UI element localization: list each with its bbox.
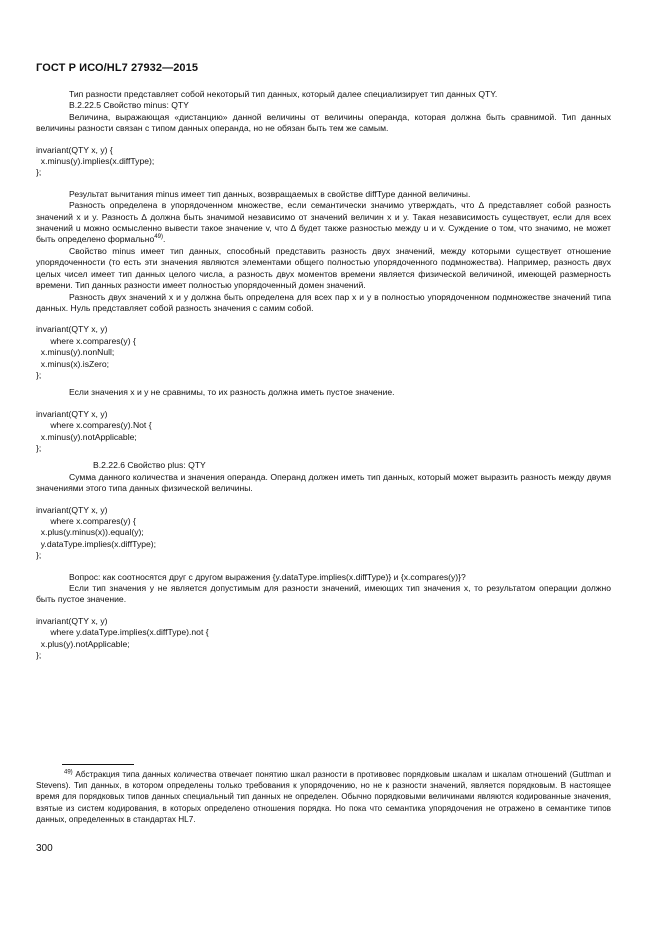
code-block [36, 324, 611, 381]
code-line: }; [36, 550, 42, 561]
paragraph: Свойство minus имеет тип данных, способный представить разность двух значений, между которыми существует отношение упорядоченности (то есть эти значения являются элементами общего полностью упорядоченного подмножества). Например, разность двух целых чисел имеет тип данных целого числа, а разность двух моментов времени является физической величиной, имеющей размерность времени. Тип данных разности имеет полностью упорядоченный домен значений. [36, 245, 611, 291]
code-line: invariant(QTY x, y) { [36, 144, 113, 155]
code-line: invariant(QTY x, y) [36, 324, 108, 335]
page-number: 300 [36, 843, 53, 854]
code-line: x.minus(y).notApplicable; [36, 431, 137, 442]
code-line: x.minus(x).isZero; [36, 358, 110, 369]
code-line: where x.compares(y) { [36, 335, 136, 346]
code-line: }; [36, 650, 42, 661]
code-line: }; [36, 167, 42, 178]
document-header: ГОСТ Р ИСО/HL7 27932—2015 [36, 62, 199, 74]
paragraph: Сумма данного количества и значения операнда. Операнд должен иметь тип данных, который может выразить разность между двумя значениями этого типа данных физической величины. [36, 471, 611, 494]
section-heading: B.2.22.5 Свойство minus: QTY [69, 100, 189, 111]
code-line: where x.compares(y).Not { [36, 420, 152, 431]
code-line: invariant(QTY x, y) [36, 504, 108, 515]
main-content [36, 89, 611, 661]
paragraph: Если значения x и y не сравнимы, то их разность должна иметь пустое значение. [69, 387, 395, 398]
code-line: invariant(QTY x, y) [36, 615, 108, 626]
code-line: where y.dataType.implies(x.diffType).not { [36, 627, 209, 638]
code-line: y.dataType.implies(x.diffType); [36, 538, 157, 549]
footnote-mark: 49) [64, 769, 73, 776]
code-block [36, 505, 611, 562]
code-block [36, 409, 611, 455]
footnote-reference: 49) [154, 234, 163, 241]
footnote-divider [62, 764, 134, 765]
code-line: where x.compares(y) { [36, 516, 136, 526]
code-line: x.minus(y).nonNull; [36, 347, 115, 358]
code-line: x.minus(y).implies(x.diffType); [36, 156, 155, 167]
code-block [36, 616, 611, 662]
paragraph: Вопрос: как соотносятся друг с другом выражения {y.dataType.implies(x.diffType)} и {x.compares(y)}? [69, 571, 466, 582]
code-block [36, 145, 611, 179]
paragraph-end: . [162, 234, 166, 245]
code-line: invariant(QTY x, y) [36, 408, 108, 419]
footnote-body: Абстракция типа данных количества отвечает понятию шкал разности в противовес порядковым шкалам и шкалам отношений (Guttman и Stevens). Тип данных, в котором определены только требования к упорядочению, но не к разности значений, является порядковым. В настоящее время для порядковых типов данных специальный тип данных не определен. Обычно порядковыми величинами являются кодированные значения, взятые из систем кодирования, в которых определено отношения порядка. Но пока что семантика упорядочения не отражено в семантике типов данных, определенных в стандартах HL7. [36, 770, 611, 824]
paragraph: Тип разности представляет собой некоторый тип данных, который далее специализирует тип данных QTY. [69, 89, 498, 99]
code-line: }; [36, 369, 42, 380]
paragraph: Если тип значения y не является допустимым для разности значений, имеющих тип значения x, то результатом операции должно быть пустое значение. [36, 583, 611, 605]
code-line: x.plus(y.minus(x)).equal(y); [36, 527, 144, 538]
code-line: x.plus(y).notApplicable; [36, 638, 130, 649]
paragraph: Величина, выражающая «дистанцию» данной величины от величины операнда, которая должна быть сравнимой. Тип данных величины разности связан с типом данных операнда, но не обязан быть тем же самым. [36, 111, 611, 134]
paragraph: Результат вычитания minus имеет тип данных, возвращаемых в свойстве diffType данной величины. [69, 188, 471, 199]
footnote [36, 769, 611, 825]
paragraph-text: Разность определена в упорядоченном множестве, если семантически значимо утверждать, что ∆ представляет собой разность значений x и y. Разность ∆ должна быть значимой независимо от значений величин x и y. Такая независимость существует, если для всех значений u можно осмысленно вывести такое значение v, что ∆ будет также разностью между u и v. Суждение о том, что значимо, не может быть определено формально [36, 200, 611, 245]
paragraph: Разность двух значений x и y должна быть определена для всех пар x и y в полностью упорядоченном подмножестве значений типа данных. Нуль представляет собой разность значения с самим собой. [36, 291, 611, 313]
paragraph [36, 200, 611, 246]
section-heading: B.2.22.6 Свойство plus: QTY [93, 460, 206, 471]
footnote-text [36, 769, 611, 825]
code-line: }; [36, 442, 42, 453]
